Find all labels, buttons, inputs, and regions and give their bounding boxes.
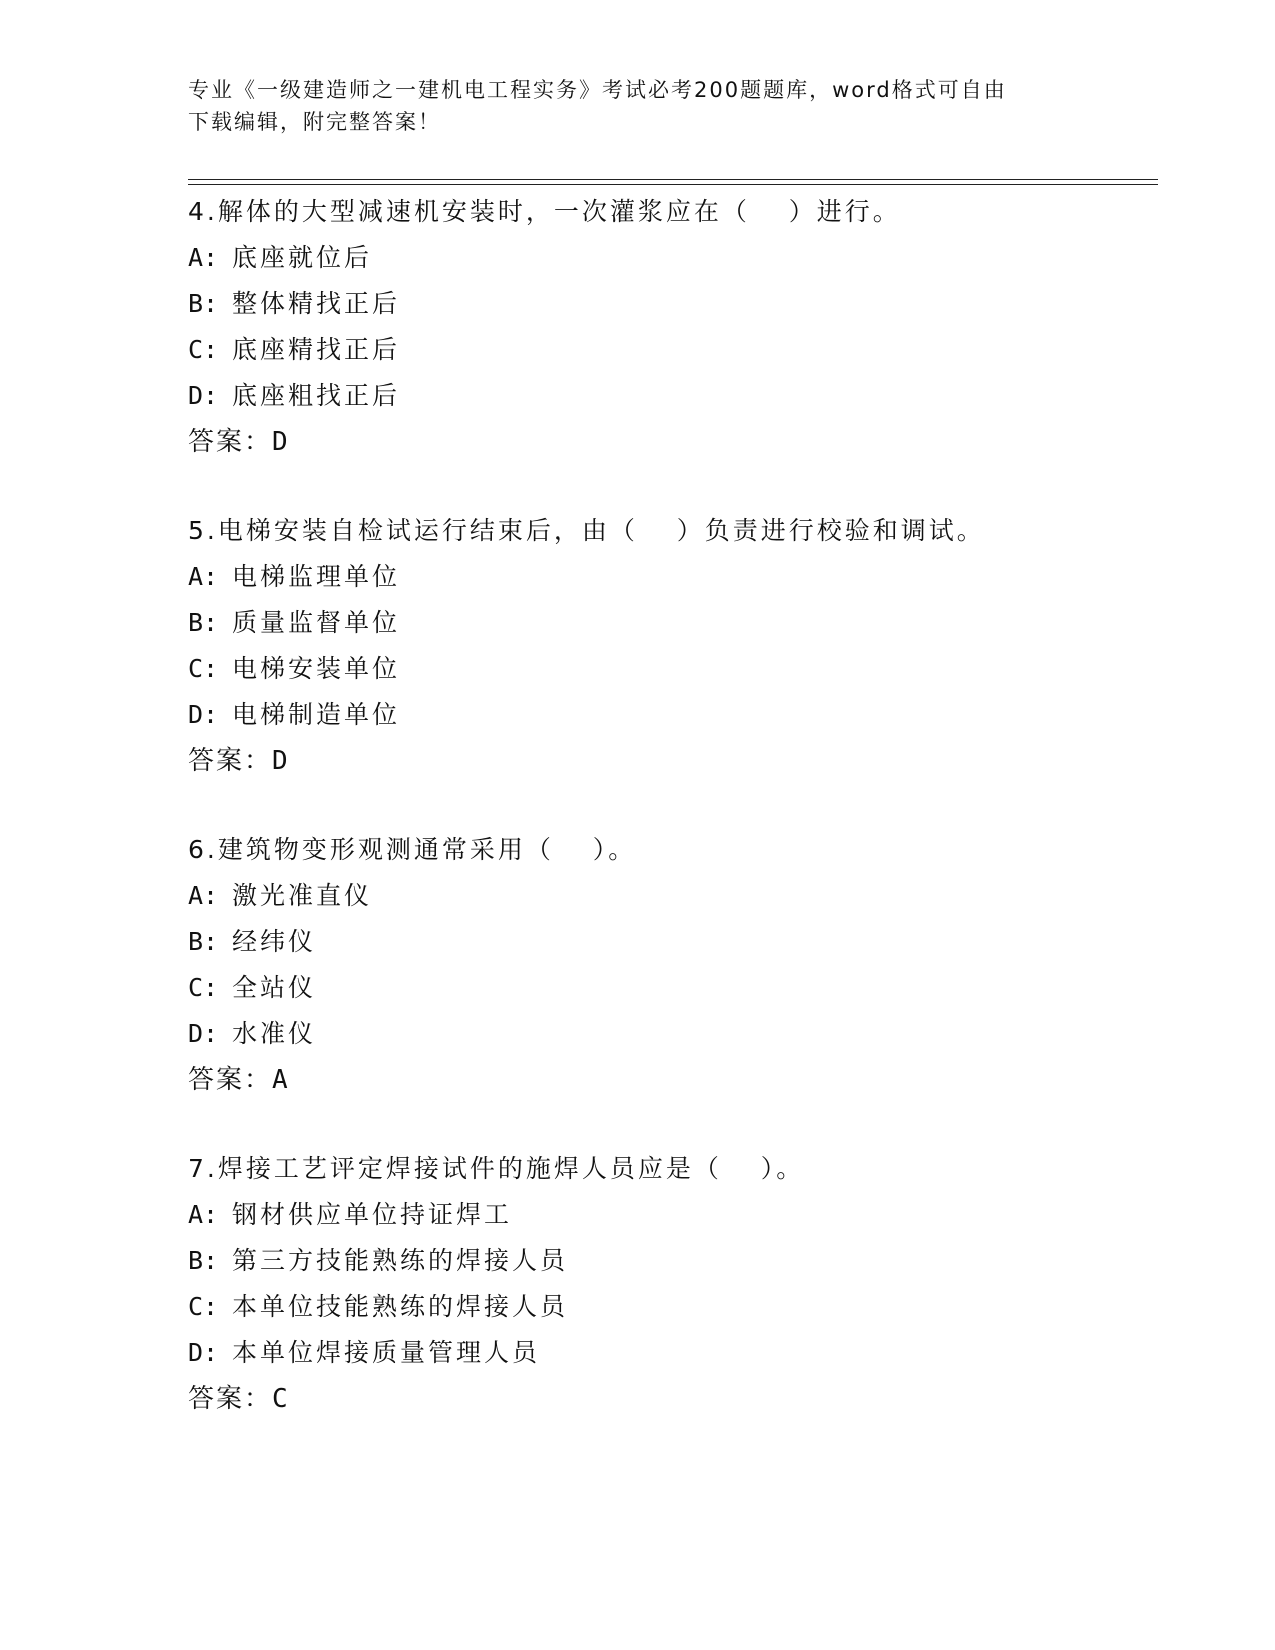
answer-line [188,738,1188,784]
option-text: 电梯安装单位 [232,654,401,683]
option-d [188,1011,1188,1057]
answer-value: C [272,1384,290,1414]
option-a [188,873,1188,919]
question-block [188,827,1188,1103]
question-stem: 4.解体的大型减速机安装时，一次灌浆应在（ ）进行。 [188,197,901,226]
question-block [188,189,1188,465]
option-letter: C: [188,973,219,1002]
option-b [188,919,1188,965]
option-b [188,1238,1188,1284]
answer-value: D [272,746,290,776]
option-letter: D: [188,700,219,729]
option-letter: A: [188,881,219,910]
option-text: 本单位技能熟练的焊接人员 [232,1292,569,1321]
option-letter: D: [188,381,219,410]
option-letter: B: [188,289,219,318]
question-list [188,189,1188,1465]
option-text: 第三方技能熟练的焊接人员 [232,1246,569,1275]
option-letter: B: [188,1246,219,1275]
option-text: 全站仪 [232,973,317,1002]
option-c [188,646,1188,692]
answer-value: A [272,1065,290,1095]
option-text: 底座就位后 [232,243,373,272]
answer-label: 答案： [188,1065,273,1095]
option-c [188,965,1188,1011]
option-b [188,600,1188,646]
document-header [188,74,1068,138]
option-text: 质量监督单位 [232,608,401,637]
question-stem: 5.电梯安装自检试运行结束后，由（ ）负责进行校验和调试。 [188,516,985,545]
question-stem: 7.焊接工艺评定焊接试件的施焊人员应是（ ）。 [188,1154,805,1183]
option-text: 底座精找正后 [232,335,401,364]
option-letter: C: [188,1292,219,1321]
option-letter: C: [188,335,219,364]
option-letter: D: [188,1019,219,1048]
option-b [188,281,1188,327]
option-text: 经纬仪 [232,927,317,956]
option-letter: A: [188,243,219,272]
answer-label: 答案： [188,746,273,776]
header-divider-bottom [188,184,1158,185]
answer-label: 答案： [188,1384,273,1414]
option-a [188,1192,1188,1238]
option-letter: A: [188,1200,219,1229]
option-a [188,554,1188,600]
option-text: 钢材供应单位持证焊工 [232,1200,513,1229]
option-a [188,235,1188,281]
option-d [188,692,1188,738]
header-divider-top [188,179,1158,180]
option-text: 水准仪 [232,1019,317,1048]
question-stem: 6.建筑物变形观测通常采用（ ）。 [188,835,637,864]
answer-line [188,419,1188,465]
option-letter: D: [188,1338,219,1367]
option-text: 整体精找正后 [232,289,401,318]
option-letter: B: [188,608,219,637]
answer-value: D [272,427,290,457]
option-text: 激光准直仪 [232,881,373,910]
option-letter: B: [188,927,219,956]
option-text: 电梯制造单位 [232,700,401,729]
option-d [188,373,1188,419]
option-text: 底座粗找正后 [232,381,401,410]
header-line-1: 专业《一级建造师之一建机电工程实务》考试必考200题题库，word格式可自由 [188,78,1007,102]
question-block [188,1146,1188,1422]
option-text: 电梯监理单位 [232,562,401,591]
option-letter: A: [188,562,219,591]
question-block [188,508,1188,784]
option-c [188,327,1188,373]
option-text: 本单位焊接质量管理人员 [232,1338,541,1367]
option-letter: C: [188,654,219,683]
header-line-2: 下载编辑，附完整答案！ [188,110,441,134]
answer-label: 答案： [188,427,273,457]
option-d [188,1330,1188,1376]
option-c [188,1284,1188,1330]
answer-line [188,1057,1188,1103]
answer-line [188,1376,1188,1422]
